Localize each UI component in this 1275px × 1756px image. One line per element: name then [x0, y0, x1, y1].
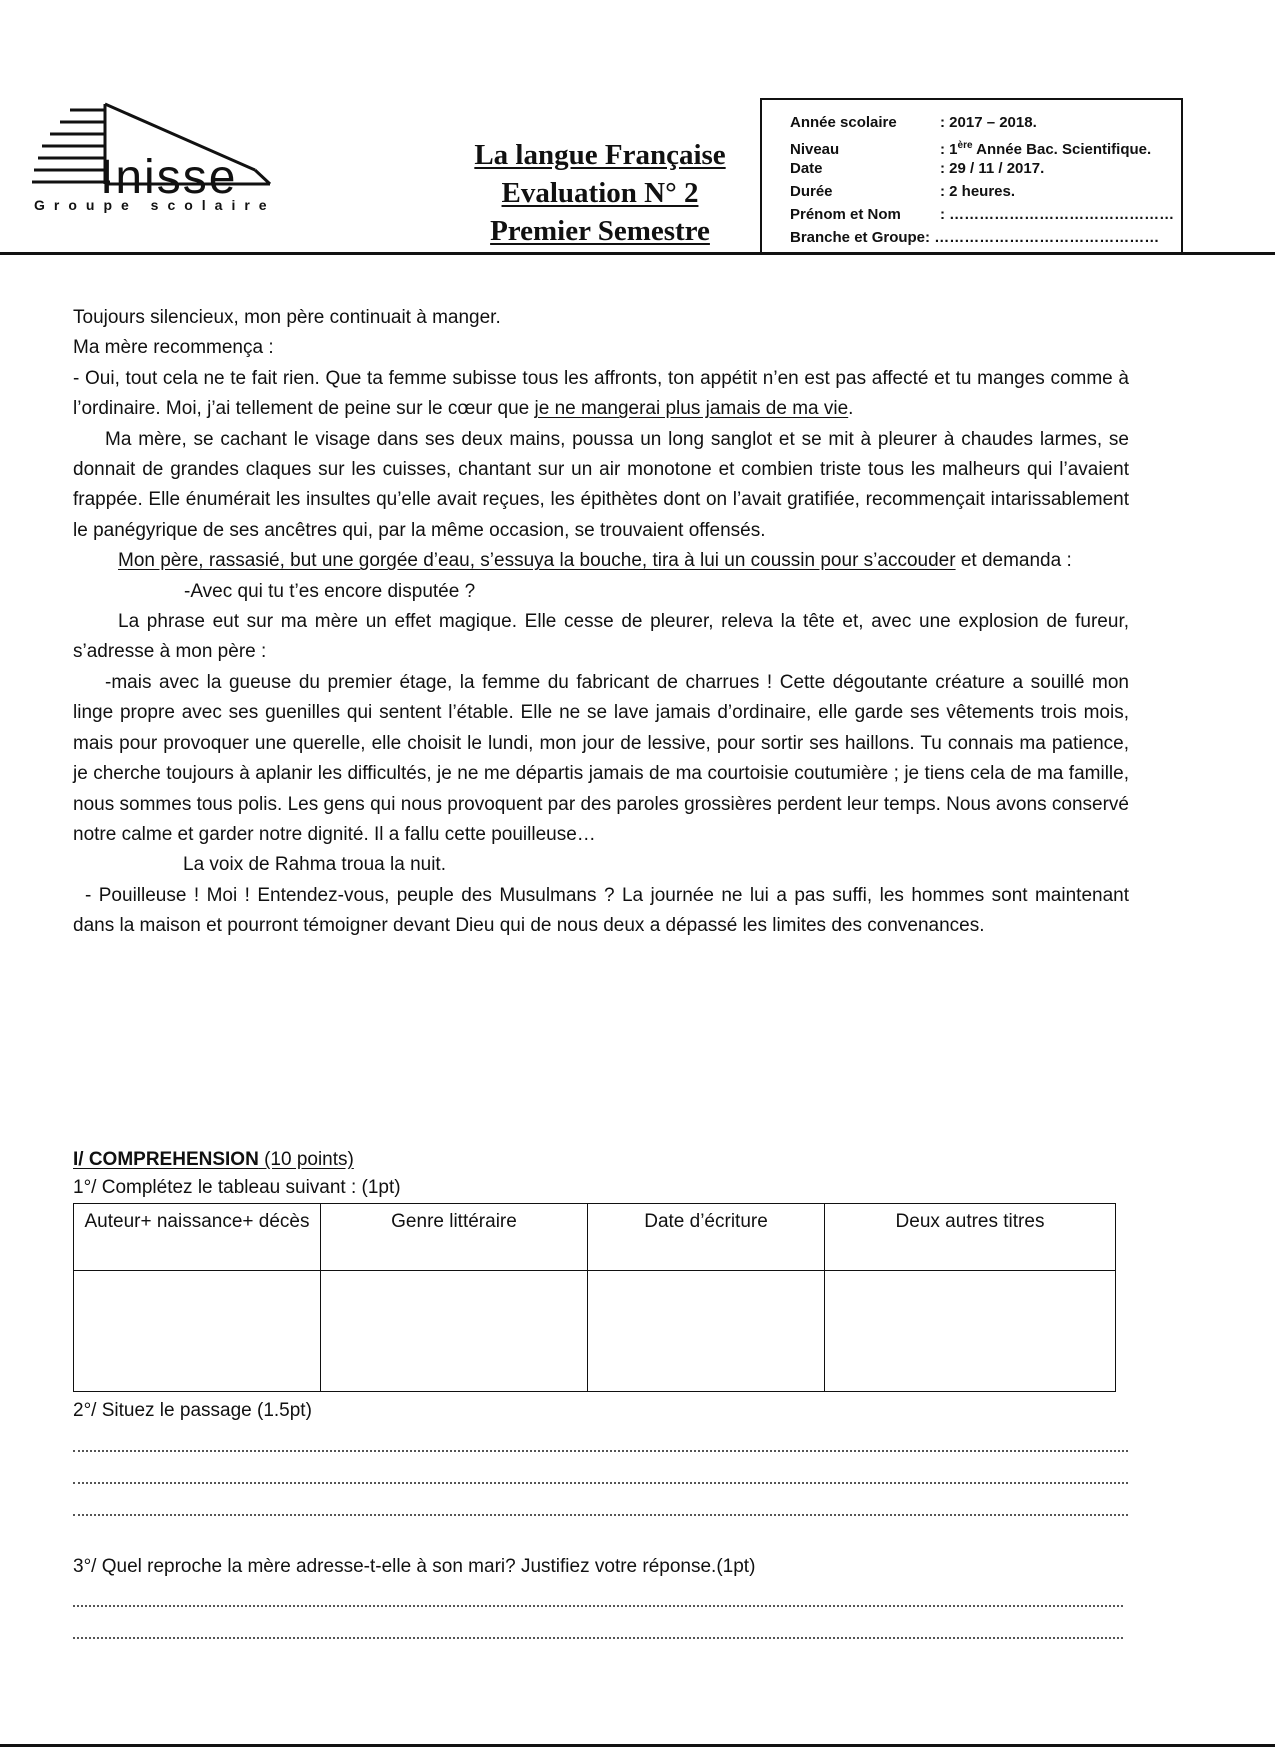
niveau-prefix: : 1 — [940, 141, 958, 158]
info-label: Niveau — [790, 141, 840, 158]
title-line-subject: La langue Française — [474, 139, 726, 171]
table-header: Genre littéraire — [321, 1204, 588, 1271]
answer-line[interactable] — [73, 1450, 1128, 1452]
answer-line[interactable] — [73, 1482, 1128, 1484]
title-line-evaluation: Evaluation N° 2 — [501, 177, 699, 209]
answer-cell[interactable] — [74, 1271, 321, 1392]
info-label: Prénom et Nom — [790, 206, 901, 223]
header-divider — [0, 252, 1275, 255]
answer-line[interactable] — [73, 1514, 1128, 1516]
table-header-row — [74, 1204, 1116, 1271]
passage-paragraph: La phrase eut sur ma mère un effet magique. Elle cesse de pleurer, releva la tête et, avec une explosion de fureur, s’adresse à mon père : — [73, 611, 1129, 663]
passage-paragraph: - Pouilleuse ! Moi ! Entendez-vous, peuple des Musulmans ? La journée ne lui a pas suffi, les hommes sont maintenant dans la maison et pourront témoigner devant Dieu qui de nous deux a dépassé les limites des convenances. — [73, 884, 1129, 937]
question-2: 2°/ Situez le passage (1.5pt) — [73, 1400, 312, 1421]
school-logo — [30, 100, 320, 215]
info-row-niveau — [790, 135, 1151, 157]
niveau-rest: Année Bac. Scientifique. — [972, 141, 1152, 158]
answer-line[interactable] — [73, 1637, 1123, 1639]
passage-paragraph — [73, 364, 1129, 425]
passage-text: et demanda : — [955, 550, 1072, 572]
info-value: : 29 / 11 / 2017. — [940, 160, 1045, 177]
info-row-nom — [790, 204, 1174, 226]
info-row-duree — [790, 181, 1015, 203]
name-field[interactable]: : ……………………………………… — [940, 206, 1175, 223]
document-title — [430, 136, 770, 250]
passage-text: - Oui, tout cela ne te fait rien. Que ta femme subisse tous les affronts, ton appétit n’en est pas affecté et tu manges comme à l’ordinaire. Moi, j’ai tellement de peine sur le cœur que — [73, 367, 1129, 420]
info-row-date — [790, 158, 1044, 180]
answer-line[interactable] — [73, 1605, 1123, 1607]
info-label: Date — [790, 160, 823, 177]
underlined-phrase: Mon père, rassasié, but une gorgée d’eau, s’essuya la bouche, tira à lui un coussin pour s’accouder — [118, 550, 956, 572]
passage-paragraph: La voix de Rahma troua la nuit. — [183, 854, 446, 876]
question-3: 3°/ Quel reproche la mère adresse-t-elle à son mari? Justifiez votre réponse.(1pt) — [73, 1556, 756, 1577]
logo-subtitle: Groupe scolaire — [34, 197, 276, 213]
footer-divider — [0, 1744, 1275, 1747]
info-row-branche — [790, 227, 1159, 249]
info-label: Durée — [790, 183, 833, 200]
answer-cell[interactable] — [825, 1271, 1116, 1392]
table-header: Auteur+ naissance+ décès — [74, 1204, 321, 1271]
section-points: (10 points) — [258, 1149, 354, 1170]
info-label: Branche et Groupe — [790, 229, 926, 246]
answer-cell[interactable] — [321, 1271, 588, 1392]
info-box — [760, 98, 1183, 254]
underlined-phrase: je ne mangerai plus jamais de ma vie — [534, 398, 849, 420]
passage-paragraph: -mais avec la gueuse du premier étage, la femme du fabricant de charrues ! Cette dégoutante créature a souillé mon linge propre avec ses guenilles qui sentent l’étable. Elle ne se lave jamais d’ordinaire, elle garde ses vêtements trois mois, mais pour provoquer une querelle, elle choisit le lundi, mon jour de lessive, pour sortir ses haillons. Tu connais ma patience, je cherche toujours à aplanir les difficultés, je ne me départis jamais de ma courtoisie coutumière ; je tiens cela de ma famille, nous sommes tous polis. Les gens qui nous provoquent par des paroles grossières perdent leur temps. Nous avons conservé notre calme et garder notre dignité. Il a fallu cette pouilleuse… — [73, 671, 1129, 845]
reading-passage — [73, 303, 1129, 942]
niveau-sup: ère — [957, 140, 973, 151]
info-row-annee — [790, 112, 1037, 134]
section-heading: I/ COMPREHENSION — [73, 1149, 259, 1170]
info-value: : 2017 – 2018. — [940, 114, 1037, 131]
passage-paragraph: -Avec qui tu t’es encore disputée ? — [184, 580, 476, 602]
passage-paragraph: Ma mère recommença : — [73, 337, 274, 359]
answer-table — [73, 1203, 1116, 1392]
passage-paragraph: Ma mère, se cachant le visage dans ses deux mains, poussa un long sanglot et se mit à pleurer à chaudes larmes, se donnait de grandes claques sur les cuisses, chantant sur un air monotone et combien triste tous les malheurs qui l’avaient frappée. Elle énumérait les insultes qu’elle avait reçues, les épithètes dont on l’avait gratifiée, recommençait intarissablement le panégyrique de ses ancêtres qui, par la même occasion, se trouvaient offensés. — [73, 428, 1129, 541]
passage-paragraph — [73, 546, 1129, 576]
section-title — [73, 1149, 354, 1171]
passage-paragraph: Toujours silencieux, mon père continuait à manger. — [73, 307, 501, 328]
title-line-semester: Premier Semestre — [490, 215, 710, 247]
table-header: Date d’écriture — [588, 1204, 825, 1271]
table-row — [74, 1271, 1116, 1392]
logo-name: Inisse — [100, 151, 238, 204]
answer-cell[interactable] — [588, 1271, 825, 1392]
table-header: Deux autres titres — [825, 1204, 1116, 1271]
group-field[interactable]: : ……………………………………… — [925, 229, 1160, 246]
info-label: Année scolaire — [790, 114, 897, 131]
passage-text: . — [848, 398, 854, 420]
info-value: : 2 heures. — [940, 183, 1016, 200]
question-1: 1°/ Complétez le tableau suivant : (1pt) — [73, 1177, 401, 1198]
